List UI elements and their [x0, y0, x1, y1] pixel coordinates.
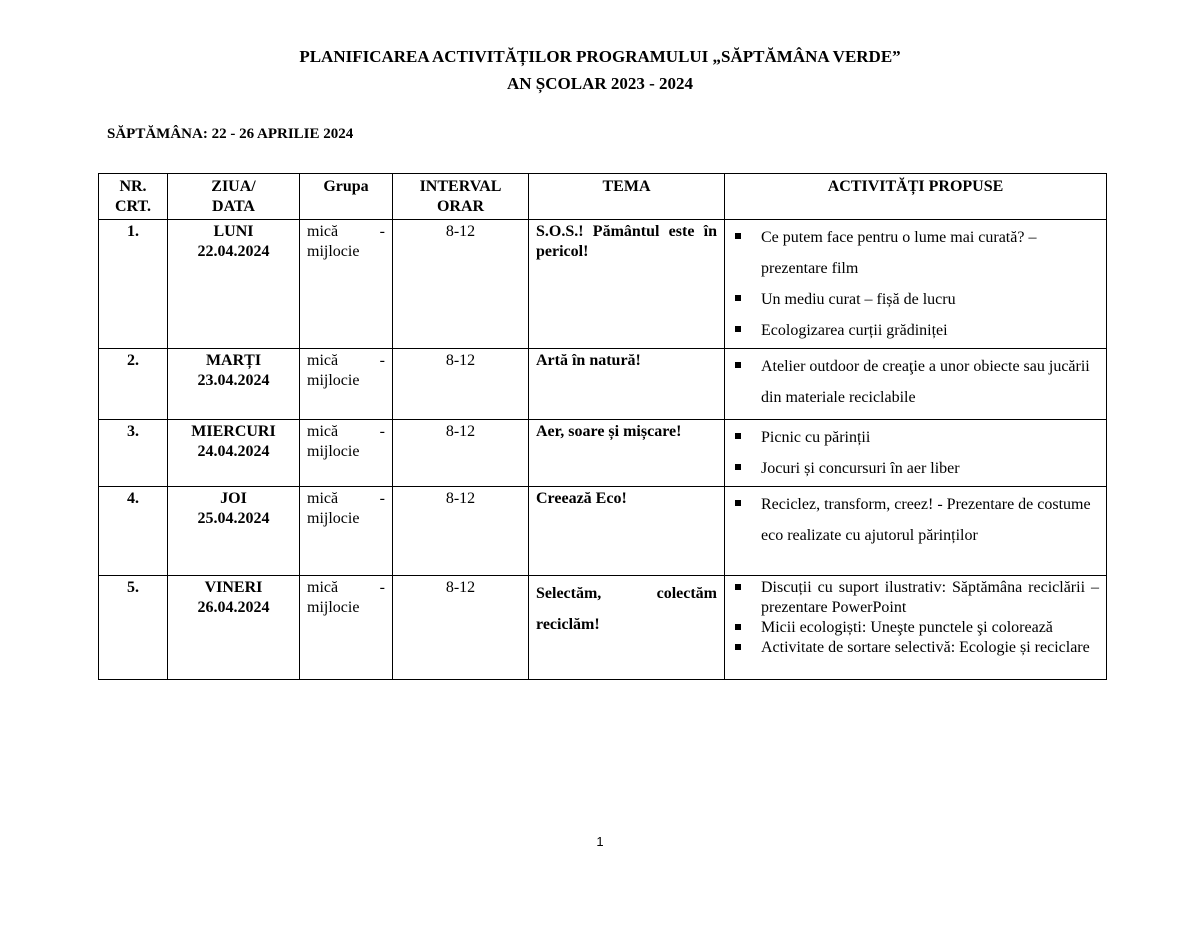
- theme-cell: Aer, soare și mișcare!: [529, 420, 725, 487]
- table-row: [99, 420, 1107, 487]
- day-date-cell: [168, 349, 300, 420]
- group-b: mijlocie: [307, 243, 360, 260]
- theme-cell: Artă în natură!: [529, 349, 725, 420]
- col-header-ziua: [168, 174, 300, 220]
- date: 26.04.2024: [197, 599, 270, 616]
- square-bullet-icon: [735, 584, 741, 590]
- square-bullet-icon: [735, 500, 741, 506]
- list-item: [732, 489, 1099, 551]
- activities-list: [732, 489, 1099, 551]
- day-date-cell: [168, 220, 300, 349]
- interval-cell: 8-12: [393, 220, 529, 349]
- group-cell: [300, 220, 393, 349]
- col-header-interval-line2: ORAR: [436, 198, 485, 215]
- row-number: 2.: [99, 349, 168, 420]
- date: 24.04.2024: [197, 443, 270, 460]
- day-name: JOI: [220, 490, 247, 507]
- group-b: mijlocie: [307, 599, 360, 616]
- group-a: mică: [307, 490, 339, 507]
- theme-cell: Creează Eco!: [529, 487, 725, 576]
- table-header-row: [99, 174, 1107, 220]
- activity-text: Jocuri și concursuri în aer liber: [761, 460, 960, 477]
- square-bullet-icon: [735, 624, 741, 630]
- activities-list: [732, 351, 1099, 413]
- activity-text: Ce putem face pentru o lume mai curată? – prezentare film: [761, 229, 1037, 277]
- group-a: mică: [307, 423, 339, 440]
- list-item: [732, 351, 1099, 413]
- square-bullet-icon: [735, 464, 741, 470]
- row-number: 1.: [99, 220, 168, 349]
- square-bullet-icon: [735, 644, 741, 650]
- activity-text: Atelier outdoor de creaţie a unor obiecte sau jucării din materiale reciclabile: [761, 358, 1090, 406]
- square-bullet-icon: [735, 326, 741, 332]
- activities-list: [732, 222, 1099, 346]
- list-item: [732, 578, 1099, 618]
- group-a: mică: [307, 352, 339, 369]
- col-header-tema: TEMA: [529, 174, 725, 220]
- table-row: [99, 576, 1107, 680]
- group-b: mijlocie: [307, 443, 360, 460]
- list-item: [732, 618, 1099, 638]
- page-number: 1: [596, 834, 604, 849]
- interval-cell: 8-12: [393, 487, 529, 576]
- col-header-interval-line1: INTERVAL: [419, 178, 502, 195]
- table-row: [99, 349, 1107, 420]
- list-item: [732, 422, 1099, 453]
- activities-cell: [725, 420, 1107, 487]
- group-cell: [300, 576, 393, 680]
- theme-cell: Selectăm, colectăm reciclăm!: [529, 576, 725, 680]
- row-number: 5.: [99, 576, 168, 680]
- activities-cell: [725, 220, 1107, 349]
- activity-text: Un mediu curat – fișă de lucru: [761, 291, 956, 308]
- col-header-activitati: ACTIVITĂȚI PROPUSE: [725, 174, 1107, 220]
- group-dash: -: [379, 223, 385, 240]
- group-dash: -: [379, 579, 385, 596]
- interval-cell: 8-12: [393, 576, 529, 680]
- group-cell: [300, 487, 393, 576]
- day-date-cell: [168, 576, 300, 680]
- group-b: mijlocie: [307, 510, 360, 527]
- activities-list: [732, 422, 1099, 484]
- activities-cell: [725, 487, 1107, 576]
- group-dash: -: [379, 423, 385, 440]
- group-b: mijlocie: [307, 372, 360, 389]
- col-header-nr-line2: CRT.: [114, 198, 152, 215]
- week-label: SĂPTĂMÂNA: 22 - 26 APRILIE 2024: [107, 126, 354, 142]
- interval-cell: 8-12: [393, 420, 529, 487]
- col-header-interval: [393, 174, 529, 220]
- activity-text: Activitate de sortare selectivă: Ecologie și reciclare: [761, 639, 1090, 656]
- activity-text: Discuții cu suport ilustrativ: Săptămâna reciclării – prezentare PowerPoint: [761, 579, 1099, 616]
- day-date-cell: [168, 420, 300, 487]
- theme-cell: S.O.S.! Pământul este în pericol!: [529, 220, 725, 349]
- col-header-ziua-line2: DATA: [212, 198, 255, 215]
- col-header-ziua-line1: ZIUA/: [211, 178, 256, 195]
- activity-text: Reciclez, transform, creez! - Prezentare de costume eco realizate cu ajutorul părinților: [761, 496, 1091, 544]
- col-header-grupa: Grupa: [300, 174, 393, 220]
- date: 23.04.2024: [197, 372, 270, 389]
- activities-table: [98, 173, 1107, 680]
- date: 22.04.2024: [197, 243, 270, 260]
- day-date-cell: [168, 487, 300, 576]
- activities-cell: [725, 349, 1107, 420]
- activities-list: [732, 578, 1099, 658]
- row-number: 3.: [99, 420, 168, 487]
- activity-text: Ecologizarea curții grădiniței: [761, 322, 948, 339]
- square-bullet-icon: [735, 295, 741, 301]
- list-item: [732, 453, 1099, 484]
- day-name: VINERI: [204, 579, 263, 596]
- list-item: [732, 315, 1099, 346]
- row-number: 4.: [99, 487, 168, 576]
- activities-cell: [725, 576, 1107, 680]
- document-title-line2: AN ȘCOLAR 2023 - 2024: [506, 74, 694, 93]
- square-bullet-icon: [735, 433, 741, 439]
- table-row: [99, 220, 1107, 349]
- square-bullet-icon: [735, 233, 741, 239]
- day-name: MIERCURI: [191, 423, 276, 440]
- group-cell: [300, 420, 393, 487]
- list-item: [732, 284, 1099, 315]
- list-item: [732, 638, 1099, 658]
- activity-text: Micii ecologiști: Uneşte punctele şi colorează: [761, 619, 1053, 636]
- day-name: MARȚI: [205, 352, 262, 369]
- square-bullet-icon: [735, 362, 741, 368]
- date: 25.04.2024: [197, 510, 270, 527]
- table-row: [99, 487, 1107, 576]
- day-name: LUNI: [213, 223, 254, 240]
- group-a: mică: [307, 223, 339, 240]
- document-title-line1: PLANIFICAREA ACTIVITĂȚILOR PROGRAMULUI „SĂPTĂMÂNA VERDE”: [299, 47, 901, 66]
- group-dash: -: [379, 352, 385, 369]
- list-item: [732, 222, 1099, 284]
- col-header-nr-line1: NR.: [119, 178, 147, 195]
- group-dash: -: [379, 490, 385, 507]
- group-a: mică: [307, 579, 339, 596]
- col-header-nr: [99, 174, 168, 220]
- group-cell: [300, 349, 393, 420]
- activity-text: Picnic cu părinții: [761, 429, 871, 446]
- interval-cell: 8-12: [393, 349, 529, 420]
